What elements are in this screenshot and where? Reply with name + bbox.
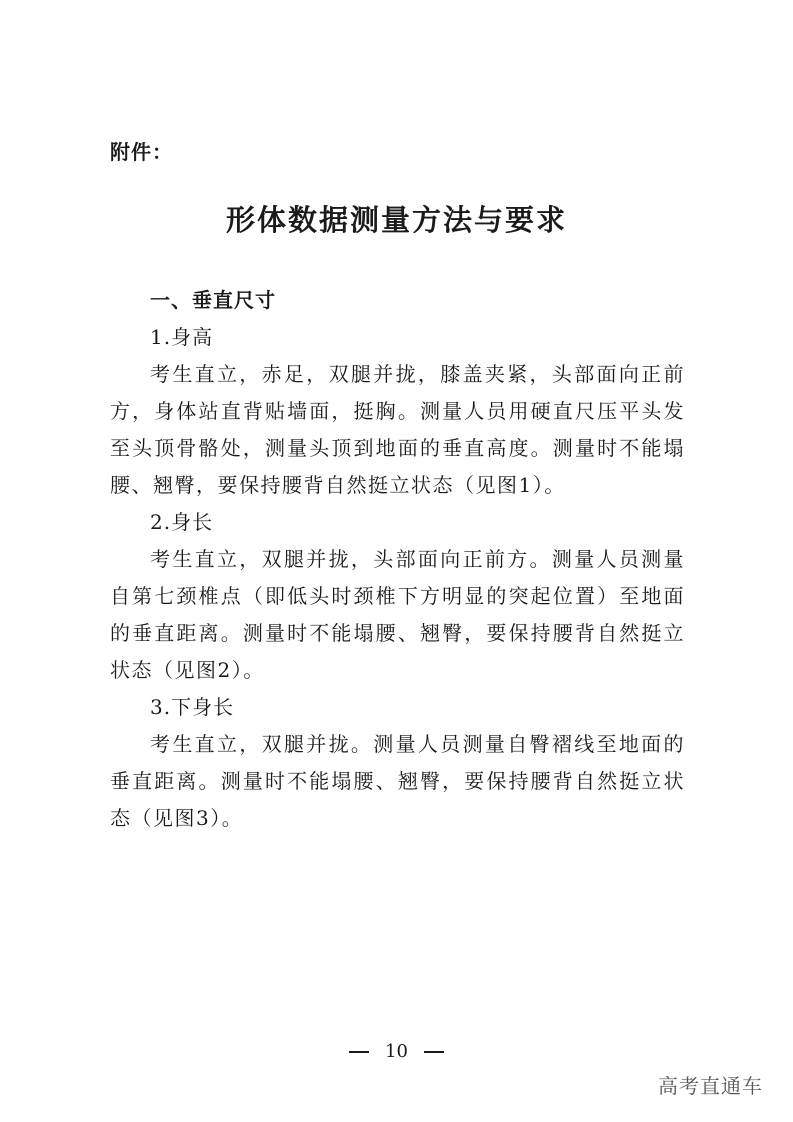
page-number	[0, 1041, 793, 1062]
watermark: 高考直通车	[658, 1074, 763, 1098]
item-heading-lower-body-length: 3.下身长	[150, 695, 235, 719]
item-text-body-length: 考生直立，双腿并拢，头部面向正前方。测量人员测量自第七颈椎点（即低头时颈椎下方明显的突起位置）至地面的垂直距离。测量时不能塌腰、翘臀，要保持腰背自然挺立状态（见图2）。	[110, 547, 685, 682]
item-text-lower-body-length: 考生直立，双腿并拢。测量人员测量自臀褶线至地面的垂直距离。测量时不能塌腰、翘臀，要保持腰背自然挺立状态（见图3）。	[110, 732, 685, 830]
item-heading-height: 1.身高	[150, 325, 214, 349]
item-text-height: 考生直立，赤足，双腿并拢，膝盖夹紧，头部面向正前方，身体站直背贴墙面，挺胸。测量人员用硬直尺压平头发至头顶骨骼处，测量头顶到地面的垂直高度。测量时不能塌腰、翘臀，要保持腰背自然挺立状态（见图1）。	[110, 362, 685, 497]
page-number-dash-right	[424, 1051, 444, 1053]
page-number-dash-left	[349, 1051, 369, 1053]
item-heading-body-length: 2.身长	[150, 510, 214, 534]
page-number-value: 10	[385, 1041, 408, 1062]
document-body	[110, 282, 685, 837]
document-title: 形体数据测量方法与要求	[225, 203, 567, 237]
section-heading: 一、垂直尺寸	[150, 288, 276, 312]
attachment-label: 附件：	[110, 140, 173, 164]
